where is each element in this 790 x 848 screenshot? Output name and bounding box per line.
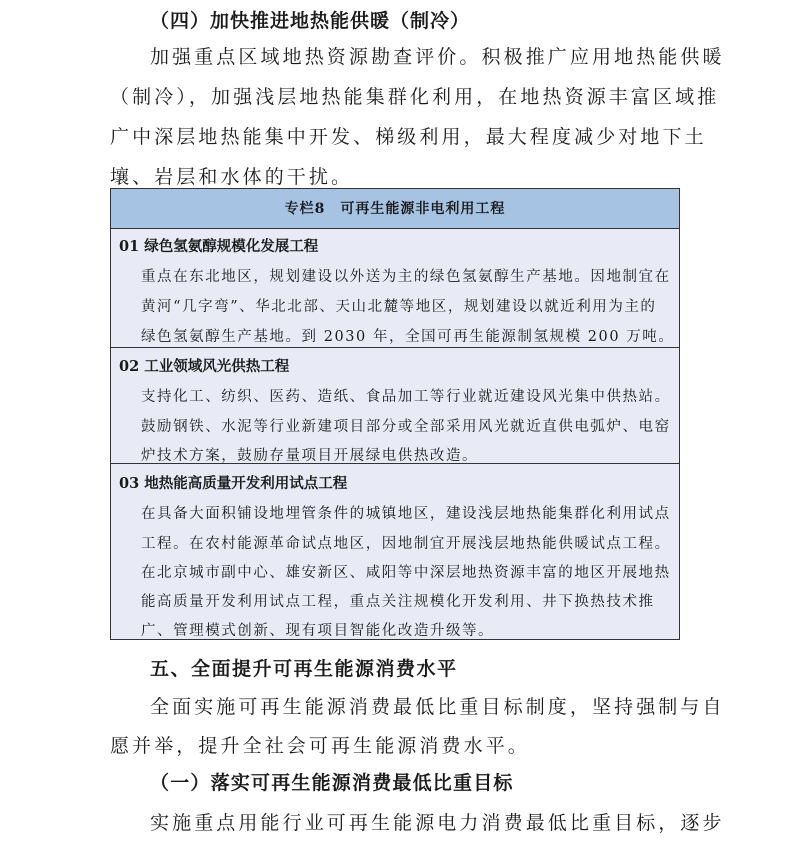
- box-section-line: 在具备大面积铺设地埋管条件的城镇地区，建设浅层地热能集群化利用试点: [141, 506, 671, 522]
- paragraph-line: 愿并举，提升全社会可再生能源消费水平。: [110, 735, 530, 757]
- paragraph-line: 实施重点用能行业可再生能源电力消费最低比重目标，逐步: [150, 812, 725, 834]
- box-section-line: 炉技术方案，鼓励存量项目开展绿电供热改造。: [141, 448, 479, 464]
- box-section-geothermal-pilot: [111, 463, 679, 639]
- paragraph-line: （制冷），加强浅层地热能集群化利用，在地热资源丰富区域推: [110, 86, 720, 108]
- box-section-line: 广、管理模式创新、现有项目智能化改造升级等。: [141, 623, 495, 639]
- box-section-line: 能高质量开发利用试点工程，重点关注规模化开发利用、井下换热技术推: [141, 594, 655, 610]
- chapter-heading-5: 五、全面提升可再生能源消费水平: [150, 658, 458, 680]
- box-section-title: 01 绿色氢氨醇规模化发展工程: [119, 238, 319, 255]
- paragraph-line: 加强重点区域地热资源勘查评价。积极推广应用地热能供暖: [150, 46, 725, 68]
- box-section-line: 工程。在农村能源革命试点地区，因地制宜开展浅层地热能供暖试点工程。: [141, 536, 671, 552]
- paragraph-line: 壤、岩层和水体的干扰。: [110, 166, 354, 188]
- box-section-line: 在北京城市副中心、雄安新区、咸阳等中深层地热资源丰富的地区开展地热: [141, 565, 671, 581]
- box-section-hydrogen: [111, 229, 679, 347]
- box-section-title: 03 地热能高质量开发利用试点工程: [119, 475, 348, 492]
- box-section-line: 支持化工、纺织、医药、造纸、食品加工等行业就近建设风光集中供热站。: [141, 389, 671, 405]
- box-section-line: 黄河“几字弯”、华北北部、天山北麓等地区，规划建设以就近利用为主的: [141, 299, 657, 315]
- box-title: 专栏8 可再生能源非电利用工程: [111, 189, 679, 229]
- box-section-line: 重点在东北地区，规划建设以外送为主的绿色氢氨醇生产基地。因地制宜在: [141, 269, 671, 285]
- section-heading-5-1: （一）落实可再生能源消费最低比重目标: [150, 772, 514, 794]
- box-section-industrial-heat: [111, 347, 679, 463]
- box-section-line: 绿色氢氨醇生产基地。到 2030 年，全国可再生能源制氢规模 200 万吨。: [141, 329, 675, 345]
- box-section-title: 02 工业领域风光供热工程: [119, 358, 290, 375]
- special-column-box: [110, 188, 680, 640]
- box-section-line: 鼓励钢铁、水泥等行业新建项目部分或全部采用风光就近直供电弧炉、电窑: [141, 419, 671, 435]
- paragraph-line: 广中深层地热能集中开发、梯级利用，最大程度减少对地下土: [110, 126, 707, 148]
- section-heading-4: （四）加快推进地热能供暖（制冷）: [150, 10, 471, 32]
- paragraph-line: 全面实施可再生能源消费最低比重目标制度，坚持强制与自: [150, 696, 725, 718]
